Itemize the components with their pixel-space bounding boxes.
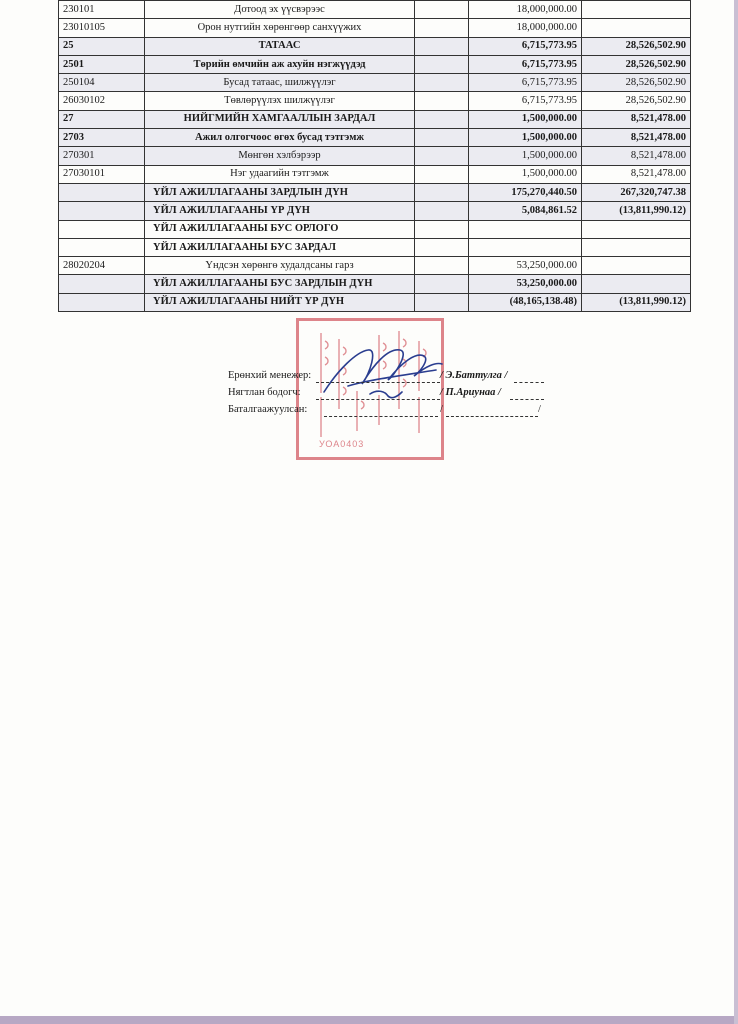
table-row: [59, 92, 691, 110]
table-row: [59, 37, 691, 55]
table-row: [59, 238, 691, 256]
signature-row-verified: [228, 404, 558, 421]
table-row: [59, 275, 691, 293]
row-value-previous: (13,811,990.12): [582, 202, 691, 220]
table-row: [59, 183, 691, 201]
row-value-previous: 267,320,747.38: [582, 183, 691, 201]
row-code: 28020204: [59, 257, 145, 275]
row-code: [59, 275, 145, 293]
scan-page-edge: [0, 1016, 738, 1024]
row-value-current: (48,165,138.48): [469, 293, 582, 311]
signature-row-accountant: [228, 387, 558, 404]
signature-row-manager: [228, 370, 558, 387]
row-name: Орон нутгийн хөрөнгөөр санхүүжих: [145, 19, 415, 37]
row-value-previous: [582, 238, 691, 256]
row-code: 270301: [59, 147, 145, 165]
row-value-current: [469, 220, 582, 238]
table-row: [59, 110, 691, 128]
row-value-current: 5,084,861.52: [469, 202, 582, 220]
table-row: [59, 293, 691, 311]
table-row: [59, 257, 691, 275]
row-value-current: 18,000,000.00: [469, 1, 582, 19]
row-name: Төвлөрүүлэх шилжүүлэг: [145, 92, 415, 110]
row-value-current: [469, 238, 582, 256]
row-value-previous: 8,521,478.00: [582, 129, 691, 147]
row-blank: [415, 293, 469, 311]
row-name: Дотоод эх үүсвэрээс: [145, 1, 415, 19]
scan-page-edge-right: [734, 0, 738, 1024]
row-code: 27030101: [59, 165, 145, 183]
row-code: [59, 220, 145, 238]
table-row: [59, 74, 691, 92]
table-row: [59, 19, 691, 37]
accountant-label: Нягтлан бодогч:: [228, 387, 301, 398]
row-code: [59, 238, 145, 256]
row-name: ҮЙЛ АЖИЛЛАГААНЫ БУС ЗАРДЛЫН ДҮН: [145, 275, 415, 293]
row-value-previous: 8,521,478.00: [582, 147, 691, 165]
row-name: ҮЙЛ АЖИЛЛАГААНЫ БУС ЗАРДАЛ: [145, 238, 415, 256]
row-value-previous: (13,811,990.12): [582, 293, 691, 311]
row-name: ҮЙЛ АЖИЛЛАГААНЫ ЗАРДЛЫН ДҮН: [145, 183, 415, 201]
row-code: 26030102: [59, 92, 145, 110]
table-row: [59, 202, 691, 220]
row-name: Нэг удаагийн тэтгэмж: [145, 165, 415, 183]
row-blank: [415, 129, 469, 147]
row-code: 250104: [59, 74, 145, 92]
row-code: 2703: [59, 129, 145, 147]
accountant-name: / П.Ариунаа /: [440, 387, 501, 398]
row-blank: [415, 92, 469, 110]
row-blank: [415, 165, 469, 183]
financial-statement-table: [58, 0, 691, 312]
row-blank: [415, 1, 469, 19]
row-blank: [415, 37, 469, 55]
row-value-previous: 28,526,502.90: [582, 74, 691, 92]
table-row: [59, 147, 691, 165]
row-blank: [415, 275, 469, 293]
row-blank: [415, 238, 469, 256]
table-row: [59, 1, 691, 19]
row-blank: [415, 220, 469, 238]
row-blank: [415, 55, 469, 73]
row-name: ҮЙЛ АЖИЛЛАГААНЫ НИЙТ ҮР ДҮН: [145, 293, 415, 311]
row-code: 2501: [59, 55, 145, 73]
row-value-previous: 8,521,478.00: [582, 110, 691, 128]
row-blank: [415, 183, 469, 201]
table-row: [59, 220, 691, 238]
row-blank: [415, 19, 469, 37]
row-value-previous: [582, 257, 691, 275]
table-row: [59, 165, 691, 183]
row-value-current: 1,500,000.00: [469, 165, 582, 183]
row-value-current: 6,715,773.95: [469, 74, 582, 92]
row-value-previous: 28,526,502.90: [582, 55, 691, 73]
row-code: [59, 293, 145, 311]
table-row: [59, 129, 691, 147]
row-value-previous: [582, 1, 691, 19]
row-value-previous: 28,526,502.90: [582, 92, 691, 110]
row-code: 23010105: [59, 19, 145, 37]
row-name: Үндсэн хөрөнгө худалдсаны гарз: [145, 257, 415, 275]
row-value-current: 1,500,000.00: [469, 129, 582, 147]
row-value-current: 6,715,773.95: [469, 37, 582, 55]
row-name: НИЙГМИЙН ХАМГААЛЛЫН ЗАРДАЛ: [145, 110, 415, 128]
row-value-previous: 8,521,478.00: [582, 165, 691, 183]
stamp-number: УОА0403: [319, 439, 365, 449]
signature-line: [316, 399, 440, 400]
row-value-current: 53,250,000.00: [469, 275, 582, 293]
row-value-previous: 28,526,502.90: [582, 37, 691, 55]
row-blank: [415, 257, 469, 275]
row-name: ТАТААС: [145, 37, 415, 55]
table-row: [59, 55, 691, 73]
row-name: Мөнгөн хэлбэрээр: [145, 147, 415, 165]
row-blank: [415, 74, 469, 92]
row-value-current: 1,500,000.00: [469, 110, 582, 128]
row-value-previous: [582, 19, 691, 37]
signature-line-tail: [510, 399, 544, 400]
row-name: Ажил олгогчоос өгөх бусад тэтгэмж: [145, 129, 415, 147]
row-value-previous: [582, 275, 691, 293]
row-name: Бусад татаас, шилжүүлэг: [145, 74, 415, 92]
row-blank: [415, 202, 469, 220]
verified-slash-close: /: [538, 404, 541, 415]
row-value-current: 175,270,440.50: [469, 183, 582, 201]
row-code: 25: [59, 37, 145, 55]
row-name: ҮЙЛ АЖИЛЛАГААНЫ ҮР ДҮН: [145, 202, 415, 220]
signature-line-tail: [514, 382, 544, 383]
row-value-current: 6,715,773.95: [469, 55, 582, 73]
row-code: 230101: [59, 1, 145, 19]
verified-slash-open: /: [440, 404, 443, 415]
row-value-current: 6,715,773.95: [469, 92, 582, 110]
signature-line: [316, 382, 440, 383]
manager-name: / Э.Баттулга /: [440, 370, 508, 381]
row-name: ҮЙЛ АЖИЛЛАГААНЫ БУС ОРЛОГО: [145, 220, 415, 238]
signature-block: [228, 370, 558, 421]
row-blank: [415, 147, 469, 165]
row-value-current: 18,000,000.00: [469, 19, 582, 37]
row-value-current: 53,250,000.00: [469, 257, 582, 275]
row-code: [59, 202, 145, 220]
manager-label: Ерөнхий менежер:: [228, 370, 312, 381]
signature-line: [324, 416, 438, 417]
verified-label: Баталгаажуулсан:: [228, 404, 308, 415]
row-code: [59, 183, 145, 201]
row-blank: [415, 110, 469, 128]
row-name: Төрийн өмчийн аж ахуйн нэгжүүдэд: [145, 55, 415, 73]
row-value-current: 1,500,000.00: [469, 147, 582, 165]
signature-line-tail: [446, 416, 538, 417]
table-body: [59, 1, 691, 312]
row-value-previous: [582, 220, 691, 238]
row-code: 27: [59, 110, 145, 128]
